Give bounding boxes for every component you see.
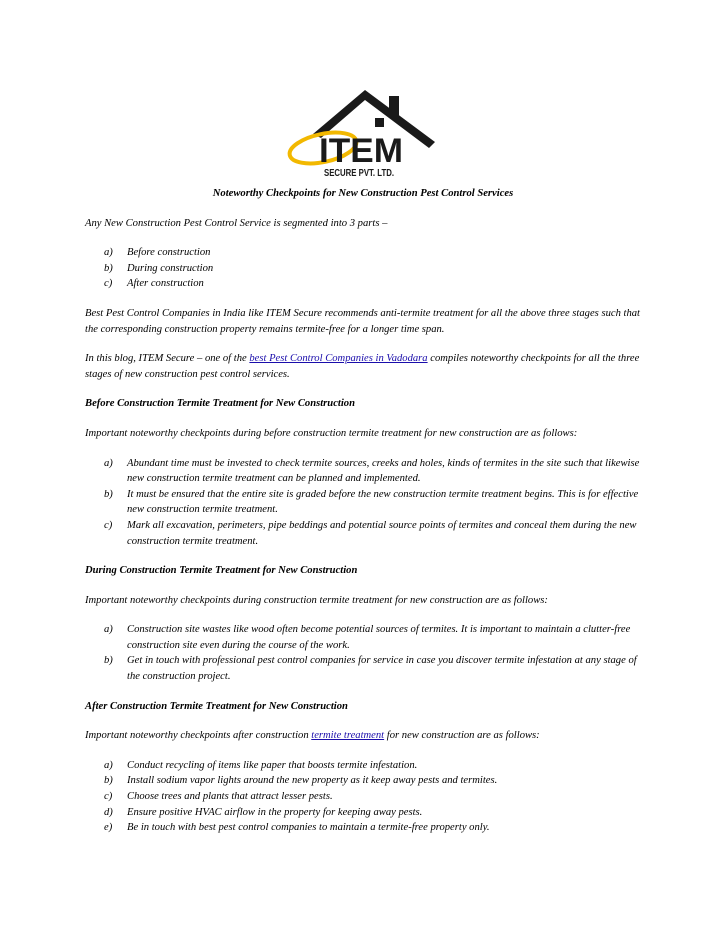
document-body xyxy=(85,186,641,850)
list-item xyxy=(85,653,641,684)
item-secure-logo xyxy=(283,82,435,180)
list-item-text: Install sodium vapor lights around the new property as it keep away pests and termites. xyxy=(127,775,498,787)
list-item-text: Ensure positive HVAC airflow in the property for keeping away pests. xyxy=(127,806,423,818)
logo-brand: ITEM xyxy=(319,132,403,170)
list-item-text: It must be ensured that the entire site is graded before the new construction termite treatment begins. This is for effective new construction termite treatment. xyxy=(127,488,639,516)
after-construction-list xyxy=(85,758,641,836)
during-construction-heading: During Construction Termite Treatment for New Construction xyxy=(85,565,358,577)
list-item xyxy=(85,758,641,774)
list-item-text: Abundant time must be invested to check termite sources, creeks and holes, kinds of termites in the site such that likewise new construction termite treatment can be planned and implemented. xyxy=(127,457,640,485)
during-construction-intro: Important noteworthy checkpoints during construction termite treatment for new construction are as follows: xyxy=(85,594,548,606)
before-construction-intro: Important noteworthy checkpoints during before construction termite treatment for new construction are as follows: xyxy=(85,427,578,439)
list-item xyxy=(85,805,641,821)
after-construction-heading: After Construction Termite Treatment for New Construction xyxy=(85,700,348,712)
before-construction-list xyxy=(85,456,641,550)
list-item xyxy=(85,245,641,261)
blog-intro-paragraph xyxy=(85,351,641,382)
before-construction-heading: Before Construction Termite Treatment for New Construction xyxy=(85,398,355,410)
intro-paragraph: Any New Construction Pest Control Service is segmented into 3 parts – xyxy=(85,217,388,229)
list-item-text: Choose trees and plants that attract lesser pests. xyxy=(127,791,333,803)
termite-treatment-link[interactable]: termite treatment xyxy=(311,730,385,742)
blog-intro-text-before: In this blog, ITEM Secure – one of the xyxy=(85,353,250,365)
vadodara-companies-link[interactable]: best Pest Control Companies in Vadodara xyxy=(249,353,428,365)
list-marker: a) xyxy=(104,624,113,636)
list-item-text: After construction xyxy=(127,278,204,290)
list-marker: c) xyxy=(104,791,113,803)
list-item-text: Before construction xyxy=(127,247,211,259)
document-title: Noteworthy Checkpoints for New Construction Pest Control Services xyxy=(212,188,514,199)
list-item-text: Mark all excavation, perimeters, pipe beddings and potential source points of termites and conceal them during the new construction termite treatment. xyxy=(127,519,637,547)
list-item xyxy=(85,261,641,277)
list-item xyxy=(85,456,641,487)
list-marker: c) xyxy=(104,278,113,290)
list-item xyxy=(85,276,641,292)
list-marker: e) xyxy=(104,822,113,834)
list-marker: b) xyxy=(104,262,113,274)
list-marker: b) xyxy=(104,655,113,667)
list-item-text: Construction site wastes like wood often become potential sources of termites. It is important to maintain a clutter-free construction site even during the course of the work. xyxy=(127,624,631,651)
chimney-shape xyxy=(389,96,399,118)
list-marker: a) xyxy=(104,759,113,771)
list-item-text: Be in touch with best pest control companies to maintain a termite-free property only. xyxy=(127,822,490,834)
list-item xyxy=(85,789,641,805)
parts-list xyxy=(85,245,641,292)
after-intro-text-after: for new construction are as follows: xyxy=(384,730,540,742)
list-item-text: During construction xyxy=(127,262,214,274)
list-marker: c) xyxy=(104,519,113,531)
logo-tagline: SECURE PVT. LTD. xyxy=(324,168,395,179)
blog-intro-text-after: compiles noteworthy checkpoints for all the three stages of new construction pest control services. xyxy=(85,353,640,380)
after-intro-text-before: Important noteworthy checkpoints after construction xyxy=(85,730,312,742)
list-item xyxy=(85,487,641,518)
window-shape xyxy=(375,118,384,127)
list-item xyxy=(85,820,641,836)
list-marker: b) xyxy=(104,488,113,500)
list-marker: a) xyxy=(104,247,113,259)
list-marker: a) xyxy=(104,457,113,469)
list-item xyxy=(85,773,641,789)
list-marker: b) xyxy=(104,775,113,787)
list-item-text: Conduct recycling of items like paper that boosts termite infestation. xyxy=(127,759,418,771)
list-item xyxy=(85,518,641,549)
after-construction-intro xyxy=(85,728,641,744)
during-construction-list xyxy=(85,622,641,684)
list-marker: d) xyxy=(104,806,113,818)
recommendation-paragraph: Best Pest Control Companies in India like ITEM Secure recommends anti-termite treatment for all the above three stages such that the corresponding construction property remains termite-free for a longer time span. xyxy=(85,307,640,335)
list-item-text: Get in touch with professional pest control companies for service in case you discover termite infestation at any stage of the construction project. xyxy=(127,655,637,683)
list-item xyxy=(85,622,641,653)
